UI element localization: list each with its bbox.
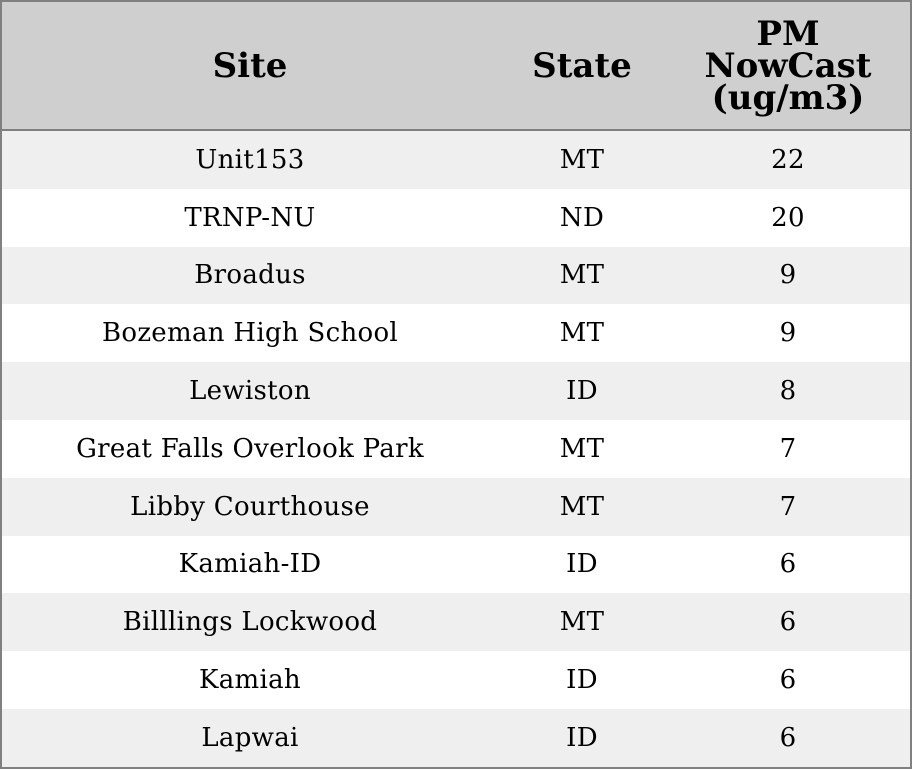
cell-state: ND [559,202,605,233]
table-row [2,247,910,305]
header-site-label: Site [212,45,288,86]
cell-site: Unit153 [195,144,305,175]
cell-site: Broadus [194,260,306,291]
cell-pm-nowcast: 7 [779,433,797,464]
cell-site: Libby Courthouse [130,491,370,522]
table-row [2,709,910,767]
cell-state: MT [559,491,605,522]
cell-pm-nowcast: 22 [771,144,805,175]
cell-site: Billlings Lockwood [122,607,378,638]
table-row [2,304,910,362]
header-state [498,2,666,129]
cell-state: ID [566,665,598,696]
cell-pm-nowcast: 6 [779,607,797,638]
cell-site: Lewiston [189,376,311,407]
cell-state: ID [566,549,598,580]
cell-pm-nowcast: 8 [779,376,797,407]
cell-site: Bozeman High School [101,318,399,349]
cell-state: MT [559,260,605,291]
cell-pm-nowcast: 6 [779,665,797,696]
table-row [2,362,910,420]
header-site [2,2,498,129]
table-row [2,420,910,478]
cell-state: ID [566,376,598,407]
cell-state: MT [559,607,605,638]
header-pm-line2: NowCast [704,45,872,86]
table-row [2,536,910,594]
cell-pm-nowcast: 9 [779,318,797,349]
cell-pm-nowcast: 20 [771,202,805,233]
cell-site: Kamiah [199,665,301,696]
cell-pm-nowcast: 9 [779,260,797,291]
table-header [2,2,910,131]
table-row [2,593,910,651]
table-row [2,131,910,189]
cell-state: MT [559,144,605,175]
table-row [2,189,910,247]
table-row [2,478,910,536]
table-row [2,651,910,709]
cell-site: Kamiah-ID [178,549,322,580]
cell-state: MT [559,318,605,349]
header-state-label: State [532,45,632,86]
cell-pm-nowcast: 6 [779,549,797,580]
header-pm-line3: (ug/m3) [711,77,865,118]
cell-state: ID [566,722,598,753]
cell-site: Great Falls Overlook Park [76,433,424,464]
cell-site: Lapwai [201,722,299,753]
cell-pm-nowcast: 6 [779,722,797,753]
header-pm-nowcast [666,2,910,129]
cell-state: MT [559,433,605,464]
cell-site: TRNP-NU [184,202,316,233]
table-body [2,131,910,767]
cell-pm-nowcast: 7 [779,491,797,522]
header-pm-line1: PM [756,13,820,54]
